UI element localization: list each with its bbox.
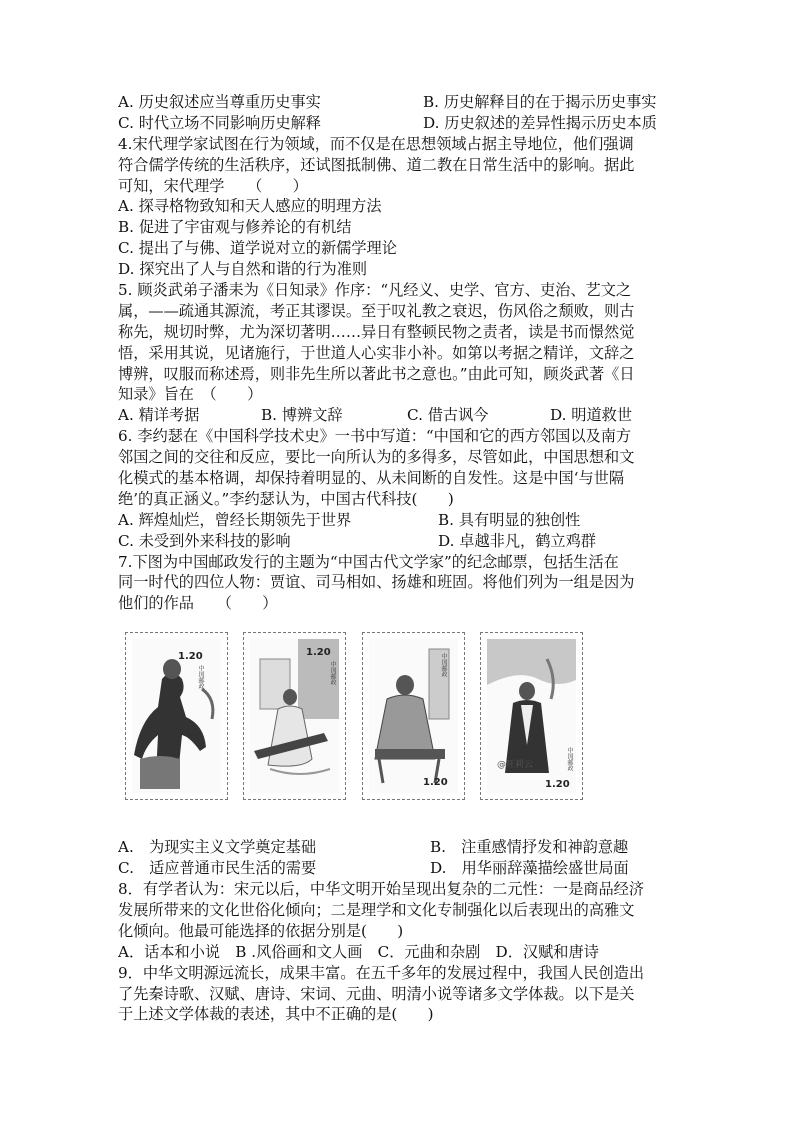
q4-option-b: B. 促进了宇宙观与修养论的有机结 xyxy=(118,218,352,237)
q5-option-c: C. 借古讽今 xyxy=(407,406,489,425)
q9-stem-line: 于上述文学体裁的表述，其中不正确的是( ) xyxy=(118,1005,434,1024)
q5-stem-line: 5. 顾炎武弟子潘耒为《日知录》作序：“凡经义、史学、官方、吏治、艺文之 xyxy=(118,281,632,300)
q3-option-a: A. 历史叙述应当尊重历史事实 xyxy=(118,93,321,111)
q8-stem-line: 8．有学者认为：宋元以后，中华文明开始呈现出复杂的二元性：一是商品经济 xyxy=(118,880,645,899)
q4-stem-line: 可知，宋代理学 （ ） xyxy=(118,176,308,195)
stamp-post-label: 中国邮政 xyxy=(197,665,204,690)
stamp-post-label: 中国邮政 xyxy=(566,747,573,772)
q6-stem-line: 6. 李约瑟在《中国科学技术史》一书中写道：“中国和它的西方邻国以及南方 xyxy=(118,427,632,446)
q5-stem-line: 称先，规切时弊，尤为深切著明……异日有整顿民物之责者，读是书而憬然觉 xyxy=(118,322,635,341)
q8-options: A．话本和小说 B .风俗画和文人画 C．元曲和杂剧 D．汉赋和唐诗 xyxy=(118,942,599,961)
q4-option-c: C. 提出了与佛、道学说对立的新儒学理论 xyxy=(118,239,397,258)
q8-stem-line: 化倾向。他最可能选择的依据分别是( ) xyxy=(118,921,404,940)
figure-illustration xyxy=(250,639,339,793)
q5-option-a: A. 精详考据 xyxy=(118,406,200,425)
q5-stem-line: 属，——疏通其源流，考正其谬误。至于叹礼教之衰迟，伤风俗之颓败，则古 xyxy=(118,301,635,320)
q5-stem-line: 悟，采用其说，见诸施行，于世道人心实非小补。如第以考据之精详，文辞之 xyxy=(118,343,635,362)
q5-options xyxy=(118,405,678,426)
q5-option-d: D. 明道救世 xyxy=(550,406,633,425)
stamp-value: 1.20 xyxy=(545,779,570,791)
q6-option-c: C. 未受到外来科技的影响 xyxy=(118,531,291,550)
q6-options-row-1 xyxy=(118,510,678,531)
q4-stem-line: 4.宋代理学家试图在行为领域，而不仅是在思想领域占据主导地位，他们强调 xyxy=(118,134,634,153)
watermark: @旺莉云 xyxy=(497,760,534,771)
q5-stem-line: 知录》旨在 （ ） xyxy=(118,385,263,404)
stamp-yang-xiong xyxy=(362,632,465,800)
q5-stem-line: 博辨，叹服而称述焉，则非先生所以著此书之意也。”由此可知，顾炎武著《日 xyxy=(118,364,635,383)
q7-stem-line: 7.下图为中国邮政发行的主题为“中国古代文学家”的纪念邮票，包括生活在 xyxy=(118,552,619,571)
stamp-value: 1.20 xyxy=(306,647,331,659)
q7-options-row-1 xyxy=(118,837,678,858)
stamp-artwork xyxy=(487,639,576,793)
stamp-post-label: 中国邮政 xyxy=(440,653,447,678)
q4-option-a: A. 探寻格物致知和天人感应的明理方法 xyxy=(118,197,382,216)
q7-option-b: B. 注重感情抒发和神韵意趣 xyxy=(430,838,629,857)
q7-stem-line: 他们的作品 （ ） xyxy=(118,594,278,613)
q6-stem-line: 绝’的真正涵义。”李约瑟认为，中国古代科技( ) xyxy=(118,489,454,508)
q4-option-d: D. 探究出了人与自然和谐的行为准则 xyxy=(118,260,368,279)
q9-stem-line: 9．中华文明源远流长，成果丰富。在五千多年的发展过程中，我国人民创造出 xyxy=(118,963,645,982)
q6-option-d: D. 卓越非凡，鹤立鸡群 xyxy=(438,531,596,550)
stamp-illustration xyxy=(118,618,678,833)
stamp-jia-yi xyxy=(125,632,228,800)
q7-option-a: A. 为现实主义文学奠定基础 xyxy=(118,838,317,857)
q4-stem-line: 符合儒学传统的生活秩序，还试图抵制佛、道二教在日常生活中的影响。据此 xyxy=(118,155,635,174)
stamp-artwork xyxy=(369,639,458,793)
stamp-artwork xyxy=(250,639,339,793)
q7-stem-line: 同一时代的四位人物：贾谊、司马相如、扬雄和班固。将他们列为一组是因为 xyxy=(118,573,635,592)
q7-option-c: C. 适应普通市民生活的需要 xyxy=(118,859,317,878)
q7-option-d: D. 用华丽辞藻描绘盛世局面 xyxy=(430,859,629,878)
stamp-value: 1.20 xyxy=(423,777,448,789)
exam-page xyxy=(118,92,678,1025)
q3-options-row-1 xyxy=(118,92,678,113)
q6-stem-line: 化模式的基本格调，却保持着明显的、从未间断的自发性。这是中国‘与世隔 xyxy=(118,469,625,488)
q3-options-row-2 xyxy=(118,113,678,134)
stamp-ban-gu xyxy=(480,632,583,800)
q5-option-b: B. 博辨文辞 xyxy=(261,406,343,425)
q9-stem-line: 了先秦诗歌、汉赋、唐诗、宋词、元曲、明清小说等诸多文学体裁。以下是关 xyxy=(118,984,635,1003)
stamp-sima-xiangru xyxy=(243,632,346,800)
stamp-value: 1.20 xyxy=(178,651,203,663)
stamp-post-label: 中国邮政 xyxy=(329,661,336,686)
q6-options-row-2 xyxy=(118,531,678,552)
q3-option-c: C. 时代立场不同影响历史解释 xyxy=(118,113,321,132)
q6-option-a: A. 辉煌灿烂，曾经长期领先于世界 xyxy=(118,510,352,529)
q6-stem-line: 邻国之间的交往和反应，要比一向所认为的多得多，尽管如此，中国思想和文 xyxy=(118,448,635,467)
q3-option-b: B. 历史解释目的在于揭示历史事实 xyxy=(423,93,657,111)
q7-options-row-2 xyxy=(118,858,678,879)
q8-stem-line: 发展所带来的文化世俗化倾向；二是理学和文化专制强化以后表现出的高雅文 xyxy=(118,900,635,919)
stamp-artwork xyxy=(132,639,221,793)
figure-illustration xyxy=(132,639,221,793)
q3-option-d: D. 历史叙述的差异性揭示历史本质 xyxy=(423,113,657,132)
q6-option-b: B. 具有明显的独创性 xyxy=(438,510,581,529)
